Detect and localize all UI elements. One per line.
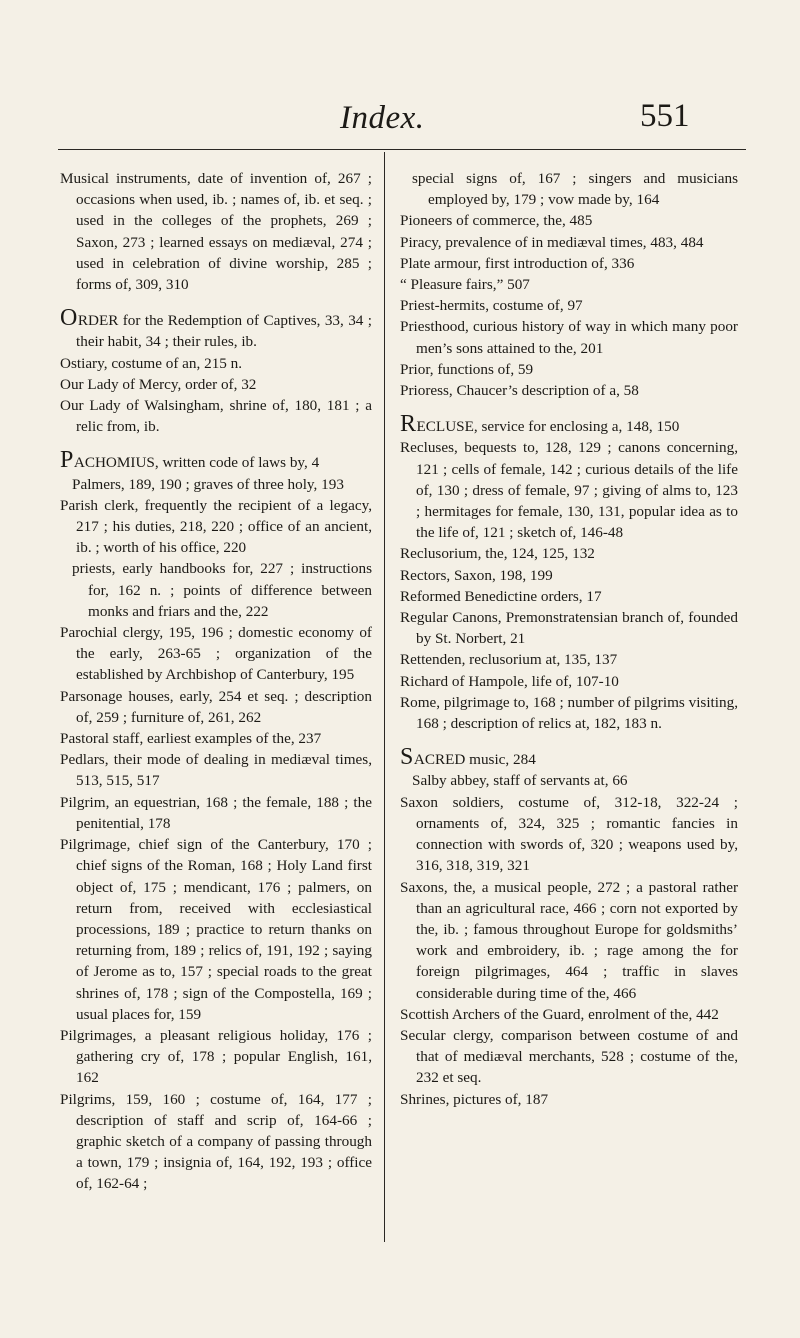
entry-text: Pastoral staff, earliest examples of the, 237: [60, 730, 322, 748]
index-entry: [400, 1089, 738, 1110]
index-entry: [60, 558, 372, 622]
entry-text: Richard of Hampole, life of, 107-10: [400, 672, 619, 690]
index-entry: [60, 305, 372, 352]
entry-text: Shrines, pictures of, 187: [400, 1090, 549, 1108]
index-entry: [60, 728, 372, 749]
index-entry: [60, 474, 372, 495]
entry-text: Pilgrims, 159, 160 ; costume of, 164, 177 ; description of staff and scrip of, 164-66 ; graphic sketch of a company of passing through a town, 179 ; insignia of, 164, 192, 193 ; office of, 162-64 ;: [60, 1090, 372, 1193]
index-entry: [400, 671, 738, 692]
index-entry: [400, 437, 738, 543]
entry-text: Our Lady of Walsingham, shrine of, 180, 181 ; a relic from, ib.: [60, 397, 372, 436]
index-entry: [400, 607, 738, 649]
entry-text: Secular clergy, comparison between costume of and that of mediæval merchants, 528 ; costume of the, 232 et seq.: [400, 1026, 738, 1087]
index-entry: [60, 1089, 372, 1195]
entry-text: Piracy, prevalence of in mediæval times, 483, 484: [400, 233, 704, 251]
index-entry: [400, 744, 738, 771]
entry-text: Saxon soldiers, costume of, 312-18, 322-24 ; ornaments of, 324, 325 ; romantic fancies in connection with swords of, 320 ; weapons used by, 316, 318, 319, 321: [400, 793, 738, 875]
index-entry: [60, 374, 372, 395]
entry-text: special signs of, 167 ; singers and musicians employed by, 179 ; vow made by, 164: [412, 170, 738, 209]
entry-headword: ECLUSE: [416, 418, 474, 436]
index-entry: [400, 316, 738, 358]
column-divider: [384, 152, 385, 1242]
entry-text: , service for enclosing a, 148, 150: [473, 418, 680, 436]
index-entry: [60, 622, 372, 686]
index-entry: [400, 792, 738, 877]
entry-text: Recluses, bequests to, 128, 129 ; canons concerning, 121 ; cells of female, 142 ; curious details of the life of, 130 ; dress of female, 97 ; giving of alms to, 123 ; hermitages for female, 130, 131, popular idea as to the life of, 121 ; sketch of, 146-48: [400, 439, 738, 542]
index-entry: [60, 353, 372, 374]
entry-text: Pioneers of commerce, the, 485: [400, 212, 593, 230]
entry-text: Priest-hermits, costume of, 97: [400, 297, 583, 315]
index-entry: [60, 495, 372, 559]
page-number: 551: [640, 98, 690, 134]
entry-text: Rectors, Saxon, 198, 199: [400, 566, 553, 584]
index-entry: [400, 1004, 738, 1025]
index-entry: [400, 543, 738, 564]
entry-text: Pilgrimages, a pleasant religious holiday, 176 ; gathering cry of, 178 ; popular English, 161, 162: [60, 1026, 372, 1087]
entry-text: Reclusorium, the, 124, 125, 132: [400, 545, 595, 563]
index-entry: [400, 232, 738, 253]
index-entry: [400, 359, 738, 380]
running-head: Index.: [340, 100, 425, 136]
entry-text: Rettenden, reclusorium at, 135, 137: [400, 651, 618, 669]
entry-text: Ostiary, costume of an, 215 n.: [60, 354, 243, 372]
header-rule: [58, 149, 746, 150]
index-entry: [400, 411, 738, 438]
entry-text: Scottish Archers of the Guard, enrolment of the, 442: [400, 1005, 719, 1023]
initial-capital: R: [400, 411, 417, 438]
index-entry: [400, 295, 738, 316]
index-entry: [60, 749, 372, 791]
index-entry: [60, 834, 372, 1025]
index-entry: [400, 168, 738, 210]
index-entry: [400, 274, 738, 295]
entry-text: Rome, pilgrimage to, 168 ; number of pilgrims visiting, 168 ; description of relics at, 182, 183 n.: [400, 693, 738, 733]
entry-headword: ACRED: [413, 751, 466, 769]
entry-text: for the Redemption of Captives, 33, 34 ; their habit, 34 ; their rules, ib.: [76, 312, 372, 351]
entry-text: Parsonage houses, early, 254 et seq. ; description of, 259 ; furniture of, 261, 262: [60, 687, 372, 726]
index-entry: [60, 395, 372, 437]
entry-text: Our Lady of Mercy, order of, 32: [60, 375, 257, 393]
entry-text: Parish clerk, frequently the recipient of a legacy, 217 ; his duties, 218, 220 ; office of an ancient, ib. ; worth of his office, 220: [60, 496, 372, 557]
entry-text: Pedlars, their mode of dealing in mediæval times, 513, 515, 517: [60, 751, 372, 790]
entry-text: “ Pleasure fairs,” 507: [400, 276, 530, 294]
left-index-column: [60, 168, 372, 1195]
entry-text: Pilgrim, an equestrian, 168 ; the female, 188 ; the penitential, 178: [60, 793, 372, 832]
entry-text: Plate armour, first introduction of, 336: [400, 254, 635, 272]
initial-capital: P: [60, 447, 74, 474]
entry-text: Reformed Benedictine orders, 17: [400, 587, 602, 605]
index-entry: [60, 168, 372, 295]
index-entry: [400, 380, 738, 401]
index-entry: [400, 692, 738, 734]
index-entry: [400, 253, 738, 274]
entry-text: Regular Canons, Premonstratensian branch of, founded by St. Norbert, 21: [400, 609, 738, 648]
index-entry: [400, 210, 738, 231]
entry-text: Pilgrimage, chief sign of the Canterbury, 170 ; chief signs of the Roman, 168 ; Holy Land first object of, 175 ; mendicant, 176 ; palmers, on return from, received with ecclesiastical processions, 189 ; practice to return thanks on returning from, 189 ; relics of, 191, 192 ; saying of Jerome as to, 157 ; special roads to the great shrines of, 178 ; sign of the Compostella, 169 ; usual places for, 159: [60, 836, 372, 1023]
index-entry: [400, 586, 738, 607]
initial-capital: S: [400, 744, 414, 771]
index-entry: [60, 1025, 372, 1089]
entry-text: Priesthood, curious history of way in which many poor men’s sons attained to the, 201: [400, 318, 738, 357]
right-index-column: [400, 168, 738, 1110]
entry-text: Prioress, Chaucer’s description of a, 58: [400, 382, 639, 400]
entry-text: Saxons, the, a musical people, 272 ; a pastoral rather than an agricultural race, 466 ; corn not exported by the, ib. ; famous throughout Europe for goldsmiths’ work and embroidery, ib. ; rage among the for foreign pilgrimages, 464 ; traffic in slaves considerable during time of the, 466: [400, 878, 738, 1002]
entry-headword: RDER: [77, 312, 119, 330]
entry-text: Salby abbey, staff of servants at, 66: [412, 772, 628, 790]
index-entry: [400, 649, 738, 670]
entry-text: Prior, functions of, 59: [400, 360, 534, 378]
index-entry: [400, 770, 738, 791]
index-entry: [400, 1025, 738, 1089]
entry-text: music, 284: [465, 751, 536, 769]
entry-headword: ACHOMIUS: [73, 454, 155, 472]
entry-text: priests, early handbooks for, 227 ; instructions for, 162 n. ; points of difference between monks and friars and the, 222: [72, 560, 372, 620]
index-entry: [400, 877, 738, 1004]
initial-capital: O: [60, 305, 78, 332]
index-entry: [60, 447, 372, 474]
entry-text: Musical instruments, date of invention of, 267 ; occasions when used, ib. ; names of, ib. et seq. ; used in the colleges of the prophets, 269 ; Saxon, 273 ; learned essays on mediæval, 274 ; used in celebration of divine worship, 285 ; forms of, 309, 310: [60, 170, 372, 294]
entry-text: , written code of laws by, 4: [154, 454, 320, 472]
index-entry: [60, 792, 372, 834]
entry-text: Parochial clergy, 195, 196 ; domestic economy of the early, 263-65 ; organization of the established by Archbishop of Canterbury, 195: [60, 624, 372, 684]
index-entry: [60, 686, 372, 728]
index-entry: [400, 565, 738, 586]
entry-text: Palmers, 189, 190 ; graves of three holy, 193: [72, 475, 344, 493]
